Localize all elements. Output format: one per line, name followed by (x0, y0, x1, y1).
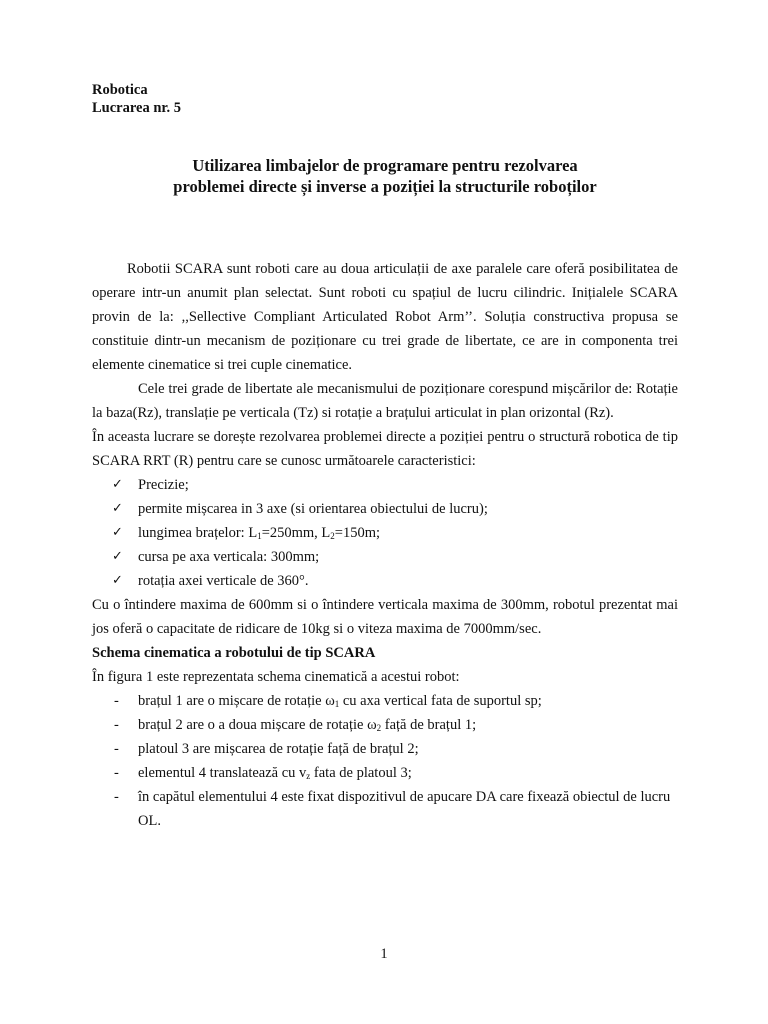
list-item-text: brațul 2 are o a doua mișcare de rotație $\omega_2$ față de brațul 1; (138, 717, 477, 733)
dash-bullet: - (114, 741, 119, 757)
checkmark-icon: ✓ (112, 525, 123, 540)
list-item (92, 497, 678, 521)
list-item-text: în capătul elementului 4 este fixat dispozitivul de apucare DA care fixează obiectul de lucru OL. (138, 789, 671, 829)
list-item-text: permite mișcarea in 3 axe (si orientarea obiectului de lucru); (138, 501, 488, 517)
paragraph-intro: Robotii SCARA sunt roboti care au doua articulații de axe paralele care oferă posibilitatea de operare intr-un anumit plan selectat. Sunt roboti cu spațiul de lucru cilindric. Inițialele SCARA provin de la: ,,Sellective Compliant Articulated Robot Arm’’. Soluția constructiva propusa se constituie dintr-un mecanism de poziționare cu trei grade de libertate, ce are in componenta trei elemente cinematice si trei cuple cinematice. (92, 261, 678, 373)
paragraph-degrees-of-freedom: Cele trei grade de libertate ale mecanismului de poziționare corespund mișcărilor de: Rotație la baza(Rz), translație pe verticala (Tz) si rotație a brațului articulat in plan orizontal (Rz). (92, 381, 678, 421)
checkmark-icon: ✓ (112, 549, 123, 564)
list-item-text: lungimea brațelor: $L_1=250mm$, $L_2=150m$; (138, 525, 381, 541)
list-item-text: cursa pe axa verticala: 300mm; (138, 549, 320, 565)
kinematic-elements-list (92, 689, 678, 833)
list-item-text: rotația axei verticale de 360°. (138, 573, 309, 589)
list-item-text: platoul 3 are mișcarea de rotație față de brațul 2; (138, 741, 419, 757)
list-item (92, 785, 678, 833)
list-item-text: Precizie; (138, 477, 189, 493)
document-title (92, 155, 678, 197)
characteristics-list (92, 473, 678, 593)
page-number: 1 (380, 946, 388, 962)
section-heading: Schema cinematica a robotului de tip SCARA (92, 645, 376, 661)
document-body (92, 257, 678, 833)
checkmark-icon: ✓ (112, 573, 123, 588)
list-item (92, 473, 678, 497)
course-name: Robotica (92, 82, 148, 98)
list-item (92, 713, 678, 737)
list-item-text: brațul 1 are o mișcare de rotație $\omega_1$ cu axa vertical fata de suportul sp; (138, 693, 542, 709)
list-item (92, 521, 678, 545)
dash-bullet: - (114, 789, 119, 805)
list-item (92, 689, 678, 713)
list-item (92, 569, 678, 593)
lab-number: Lucrarea nr. 5 (92, 100, 182, 116)
paragraph-figure-intro: În figura 1 este reprezentata schema cinematică a acestui robot: (92, 669, 460, 685)
dash-bullet: - (114, 765, 119, 781)
dash-bullet: - (114, 693, 119, 709)
paragraph-objective: În aceasta lucrare se dorește rezolvarea problemei directe a poziției pentru o structură robotica de tip SCARA RRT (R) pentru care se cunosc următoarele caracteristici: (92, 429, 678, 469)
list-item (92, 545, 678, 569)
title-line-1: Utilizarea limbajelor de programare pentru rezolvarea (192, 156, 578, 175)
paragraph-performance: Cu o întindere maxima de 600mm si o întindere verticala maxima de 300mm, robotul prezentat mai jos oferă o capacitate de ridicare de 10kg si o viteza maxima de 7000mm/sec. (92, 597, 678, 637)
title-line-2: problemei directe și inverse a poziției la structurile roboților (173, 177, 597, 196)
checkmark-icon: ✓ (112, 501, 123, 516)
checkmark-icon: ✓ (112, 477, 123, 492)
list-item-text: elementul 4 translatează cu $v_z$ fata de platoul 3; (138, 765, 412, 781)
list-item (92, 737, 678, 761)
list-item (92, 761, 678, 785)
dash-bullet: - (114, 717, 119, 733)
